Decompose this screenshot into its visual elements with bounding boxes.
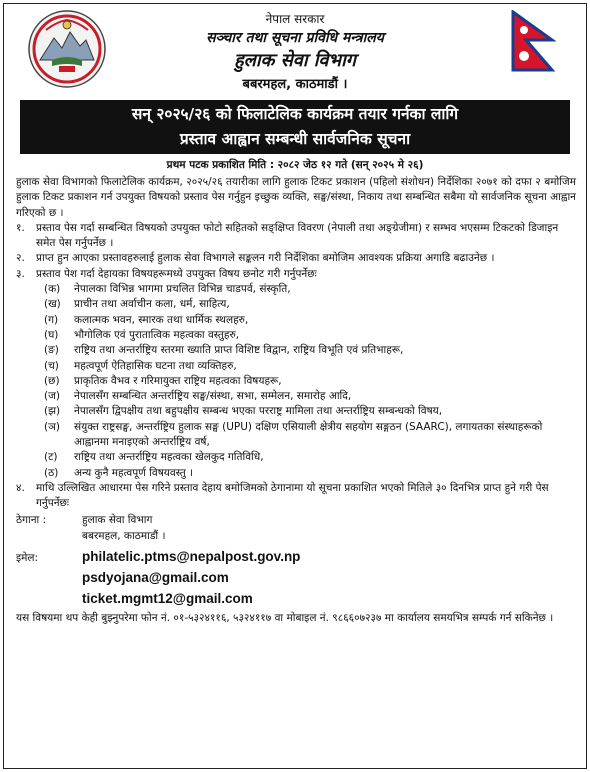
list-item	[16, 481, 576, 512]
list-item	[16, 221, 576, 252]
sub-item	[16, 297, 576, 312]
sub-item-text: प्राकृतिक वैभव र गरिमायुक्त राष्ट्रिय महत्वका विषयहरू,	[74, 374, 282, 387]
list-item	[16, 267, 576, 282]
sub-item	[16, 328, 576, 343]
address-block	[16, 513, 576, 528]
notice-page	[3, 3, 587, 769]
sub-item	[16, 282, 576, 297]
list-item	[16, 251, 576, 266]
sub-item	[16, 450, 576, 465]
sub-item-text: नेपालसँग द्विपक्षीय तथा बहुपक्षीय सम्बन्ध भएका परराष्ट्र मामिला तथा अन्तर्राष्ट्रिय सम्बन्धको विषय,	[74, 405, 443, 418]
email-row	[16, 546, 576, 567]
point-text: प्रस्ताव पेस गर्दा सम्बन्धित विषयको उपयुक्त फोटो सहितको सङ्क्षिप्त विवरण (नेपाली तथा अङ्ग्रेजीमा) र सम्भव भएसम्म टिकटको डिजाइन समेत पेस गर्नुपर्नेछ ।	[36, 221, 559, 250]
sub-item-text: राष्ट्रिय तथा अन्तर्राष्ट्रिय स्तरमा ख्याति प्राप्त विशिष्ट विद्वान, राष्ट्रिय विभूति एवं प्रतिभाहरू,	[74, 344, 404, 357]
letterhead	[4, 4, 586, 96]
intro-paragraph: हुलाक सेवा विभागको फिलाटेलिक कार्यक्रम, २०२५/२६ तयारीका लागि हुलाक टिकट प्रकाशन (पहिलो संशोधन) निर्देशिका २०७१ को दफा २ बमोजिम हुलाक टिकट प्रकाशन गर्न उपयुक्त विषयको प्रस्ताव पेस गर्नुहुन इच्छुक व्यक्ति, सङ्घ/संस्था, निकाय तथा सम्बन्धित सबैमा यो सार्वजनिक सूचना आह्वान गरिएको छ ।	[16, 176, 576, 219]
sub-item-text: अन्य कुनै महत्वपूर्ण विषयवस्तु ।	[74, 466, 194, 479]
notice-title-line-2: प्रस्ताव आह्वान सम्बन्धी सार्वजनिक सूचना	[179, 130, 411, 148]
email-link[interactable]: philatelic.ptms@nepalpost.gov.np	[82, 549, 301, 565]
email-link[interactable]: ticket.mgmt12@gmail.com	[82, 591, 253, 607]
sub-item-text: भौगोलिक एवं पुरातात्विक महत्वका वस्तुहरु,	[74, 328, 240, 341]
sub-item	[16, 389, 576, 404]
sub-item-text: महत्वपूर्ण ऐतिहासिक घटना तथा व्यक्तिहरु,	[74, 359, 237, 372]
email-label: इमेल:	[16, 552, 39, 565]
sub-item	[16, 466, 576, 481]
sub-item-text: प्राचीन तथा अर्वाचीन कला, धर्म, साहित्य,	[74, 298, 230, 311]
sub-item-text: नेपालका विभिन्न भागमा प्रचलित विभिन्न चाडपर्व, संस्कृति,	[74, 283, 291, 296]
sub-item-mark: (झ)	[44, 405, 61, 418]
address-label: ठेगाना :	[16, 513, 47, 526]
sub-item-mark: (ज)	[44, 390, 60, 403]
address-block	[16, 529, 576, 544]
sub-item	[16, 343, 576, 358]
sub-item-text: राष्ट्रिय तथा अन्तर्राष्ट्रिय महत्वका खेलकुद गतिविधि,	[74, 451, 264, 464]
sub-item-mark: (ग)	[44, 313, 59, 326]
notice-body	[16, 175, 576, 626]
email-row	[16, 567, 576, 588]
sub-item-mark: (क)	[44, 283, 61, 296]
sub-item	[16, 374, 576, 389]
notice-title	[20, 100, 570, 154]
sub-item-mark: (च)	[44, 359, 59, 372]
publication-date: प्रथम पटक प्रकाशित मिति : २०८२ जेठ १२ गते (सन् २०२५ मे २६)	[166, 159, 424, 171]
point-number: २.	[16, 252, 25, 265]
nepal-flag-icon	[510, 10, 556, 72]
sub-item-mark: (ञ)	[44, 420, 60, 433]
sub-item-mark: (ठ)	[44, 466, 59, 479]
sub-item	[16, 359, 576, 374]
address-line-1: हुलाक सेवा विभाग	[82, 513, 153, 526]
point-number: ३.	[16, 267, 25, 280]
contact-footer: यस विषयमा थप केही बुझ्नुपरेमा फोन नं. ०१-५३२४११६, ५३२४११७ वा मोबाइल नं. ९८६६०७२३७ मा कार्यालय समयभित्र सम्पर्क गर्न सकिनेछ ।	[16, 612, 554, 625]
point-text: प्रस्ताव पेश गर्दा देहायका विषयहरूमध्ये उपयुक्त विषय छनोट गरी गर्नुपर्नेछः	[36, 267, 317, 280]
sub-item	[16, 404, 576, 419]
sub-item-text: संयुक्त राष्ट्रसङ्घ, अन्तर्राष्ट्रिय हुलाक सङ्घ (UPU) दक्षिण एसियाली क्षेत्रीय सहयोग सङ्गठन (SAARC), लगायतका संस्थाहरूको आह्वानमा मनाइएको अन्तर्राष्ट्रिय वर्ष,	[74, 420, 543, 449]
sub-item-text: नेपालसँग सम्बन्धित अन्तर्राष्ट्रिय सङ्घ/संस्था, सभा, सम्मेलन, समारोह आदि,	[74, 390, 352, 403]
sub-item-mark: (घ)	[44, 328, 59, 341]
address-line-2: बबरमहल, काठमाडौं ।	[82, 529, 166, 542]
point-number: ४.	[16, 481, 25, 494]
point-number: १.	[16, 221, 25, 234]
sub-item-mark: (ट)	[44, 451, 58, 464]
notice-title-line-1: सन् २०२५/२६ को फिलाटेलिक कार्यक्रम तयार गर्नका लागि	[131, 105, 459, 123]
department-location: बबरमहल, काठमाडौं ।	[242, 77, 348, 92]
government-name: नेपाल सरकार	[265, 12, 325, 26]
point-text: प्राप्त हुन आएका प्रस्तावहरुलाई हुलाक सेवा विभागले सङ्कलन गरी निर्देशिका बमोजिम आवश्यक प्रक्रिया अगाडि बढाउनेछ ।	[36, 252, 495, 265]
ministry-name: सञ्चार तथा सूचना प्रविधि मन्त्रालय	[206, 30, 384, 46]
email-block	[16, 546, 576, 609]
sub-item-text: कलात्मक भवन, स्मारक तथा धार्मिक स्थलहरु,	[74, 313, 249, 326]
sub-item-mark: (छ)	[44, 374, 60, 387]
sub-item-mark: (ख)	[44, 298, 61, 311]
department-name: हुलाक सेवा विभाग	[234, 50, 356, 71]
sub-item	[16, 313, 576, 328]
point-text: माथि उल्लिखित आधारमा पेस गरिने प्रस्ताव देहाय बमोजिमको ठेगानामा यो सूचना प्रकाशित भएको मितिले ३० दिनभित्र प्राप्त हुने गरी पेस गर्नुपर्नेछः	[36, 481, 549, 510]
sub-item	[16, 420, 576, 451]
email-link[interactable]: psdyojana@gmail.com	[82, 570, 229, 586]
sub-item-mark: (ङ)	[44, 344, 59, 357]
email-row	[16, 588, 576, 609]
